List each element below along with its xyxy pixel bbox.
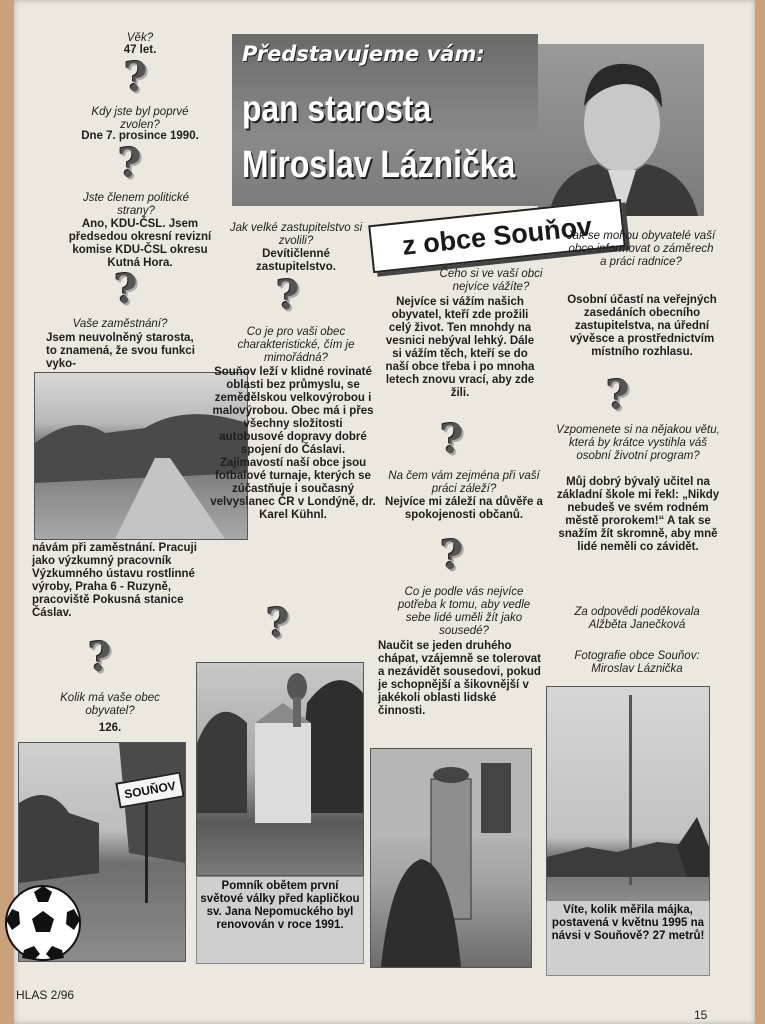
question-population: Kolik má vaše obec obyvatel? xyxy=(60,692,160,717)
title-name: Miroslav Láznička xyxy=(242,144,516,186)
title-intro: Představujeme vám: xyxy=(242,42,485,66)
issue-label: HLAS 2/96 xyxy=(16,988,75,1002)
question-respect: Čeho si ve vaší obci nejvíce vážíte? xyxy=(439,268,543,293)
football-icon xyxy=(4,884,82,962)
question-inform: Jak se mohou obyvatelé vaší obce informovat o záměrech a práci radnice? xyxy=(566,230,716,268)
question-elected: Kdy jste byl poprvé zvolen? xyxy=(91,106,189,131)
answer-neighbours: Naučit se jeden druhého chápat, vzájemně se tolerovat a nezávidět sousedovi, pokud je schopnější a šikovnější v jakékoli oblasti lidské činnosti. xyxy=(378,640,541,717)
credit-interview: Za odpovědi poděkovala Alžběta Janečková xyxy=(574,606,700,631)
answer-matters: Nejvíce mi záleží na důvěře a spokojenosti občanů. xyxy=(385,496,543,521)
question-mark-icon: ? xyxy=(440,532,464,579)
question-mark-icon: ? xyxy=(124,54,148,101)
answer-job-part2: návám při zaměstnání. Pracuji jako výzkumný pracovník Výzkumného ústavu rostlinné výroby, Praha 6 - Ruzyně, pracoviště Pokusná stanice Čáslav. xyxy=(32,542,197,619)
question-mark-icon: ? xyxy=(88,634,112,681)
answer-character: Souňov leží v klidné rovinaté oblasti bez průmyslu, se zemědělskou velkovýrobou i malovýrobou. Obec má i přes všechny složitosti autobusové dopravy dobré spojení do Čáslavi. Zajímavostí naší obce jsou fotbalové turnaje, kterých se zúčastňuje i současný velvyslanec ČR v Londýně, dr. Karel Kühnl. xyxy=(210,366,376,521)
caption-memorial: Pomník obětem první světové války před kapličkou sv. Jana Nepomuckého byl renovován v roce 1991. xyxy=(196,876,364,964)
question-mark-icon: ? xyxy=(440,416,464,463)
village-banner: z obce Souňov xyxy=(368,199,626,273)
question-mark-icon: ? xyxy=(118,140,142,187)
answer-job-part1: Jsem neuvolněný starosta, to znamená, že svou funkci vyko- xyxy=(46,332,195,370)
question-motto: Vzpomenete si na nějakou větu, která by krátce vystihla váš osobní životní program? xyxy=(556,424,720,462)
photo-chapel xyxy=(196,662,364,876)
question-age: Věk? xyxy=(126,32,154,44)
answer-elected: Dne 7. prosince 1990. xyxy=(81,130,199,142)
question-mark-icon: ? xyxy=(606,372,630,419)
village-sign: SOUŇOV xyxy=(115,771,185,808)
photo-maypole xyxy=(546,686,710,902)
answer-council: Devítičlenné zastupitelstvo. xyxy=(256,248,336,273)
answer-motto: Můj dobrý bývalý učitel na základní škole mi řekl: „Nikdy nebudeš ve svém rodném městě prorokem!“ A tak se snažím žít skromně, aby mně lidé neměli co závidět. xyxy=(556,476,720,553)
question-neighbours: Co je podle vás nejvíce potřeba k tomu, aby vedle sebe lidé uměli žít jako sousedé? xyxy=(397,586,531,637)
question-mark-icon: ? xyxy=(276,272,300,319)
question-party: Jste členem politické strany? xyxy=(82,192,190,217)
photo-memorial xyxy=(370,748,532,968)
answer-age: 47 let. xyxy=(123,44,157,56)
question-mark-icon: ? xyxy=(114,266,138,313)
title-banner xyxy=(232,34,538,206)
answer-inform: Osobní účastí na veřejných zasedáních obecního zastupitelstva, na úřední vývěsce a prostřednictvím místního rozhlasu. xyxy=(567,294,717,358)
question-job: Vaše zaměstnání? xyxy=(72,318,168,330)
question-mark-icon: ? xyxy=(266,600,290,647)
question-character: Co je pro vaši obec charakteristické, čím je mimořádná? xyxy=(237,326,355,364)
title-mayor: pan starosta xyxy=(242,88,432,129)
page-number: 15 xyxy=(694,1008,708,1022)
answer-population: 126. xyxy=(98,722,122,734)
answer-party: Ano, KDU-ČSL. Jsem předsedou okresní revizní komise KDU-ČSL okresu Kutná Hora. xyxy=(68,218,212,269)
caption-maypole: Víte, kolik měřila májka, postavená v květnu 1995 na návsi v Souňově? 27 metrů! xyxy=(546,900,710,976)
credit-photos: Fotografie obce Souňov: Miroslav Láznička xyxy=(574,650,700,675)
photo-mayor-portrait xyxy=(538,44,704,216)
question-council: Jak velké zastupitelstvo si zvolili? xyxy=(229,222,363,247)
question-matters: Na čem vám zejména při vaší práci záleží? xyxy=(388,470,540,495)
answer-respect: Nejvíce si vážím našich obyvatel, kteří zde prožili celý život. Ten mnohdy na vesnici nebýval lehký. Dále si vážím těch, kteří se do naší obce třeba i po mnoha letech znovu vrací, aby zde žili. xyxy=(385,296,535,399)
